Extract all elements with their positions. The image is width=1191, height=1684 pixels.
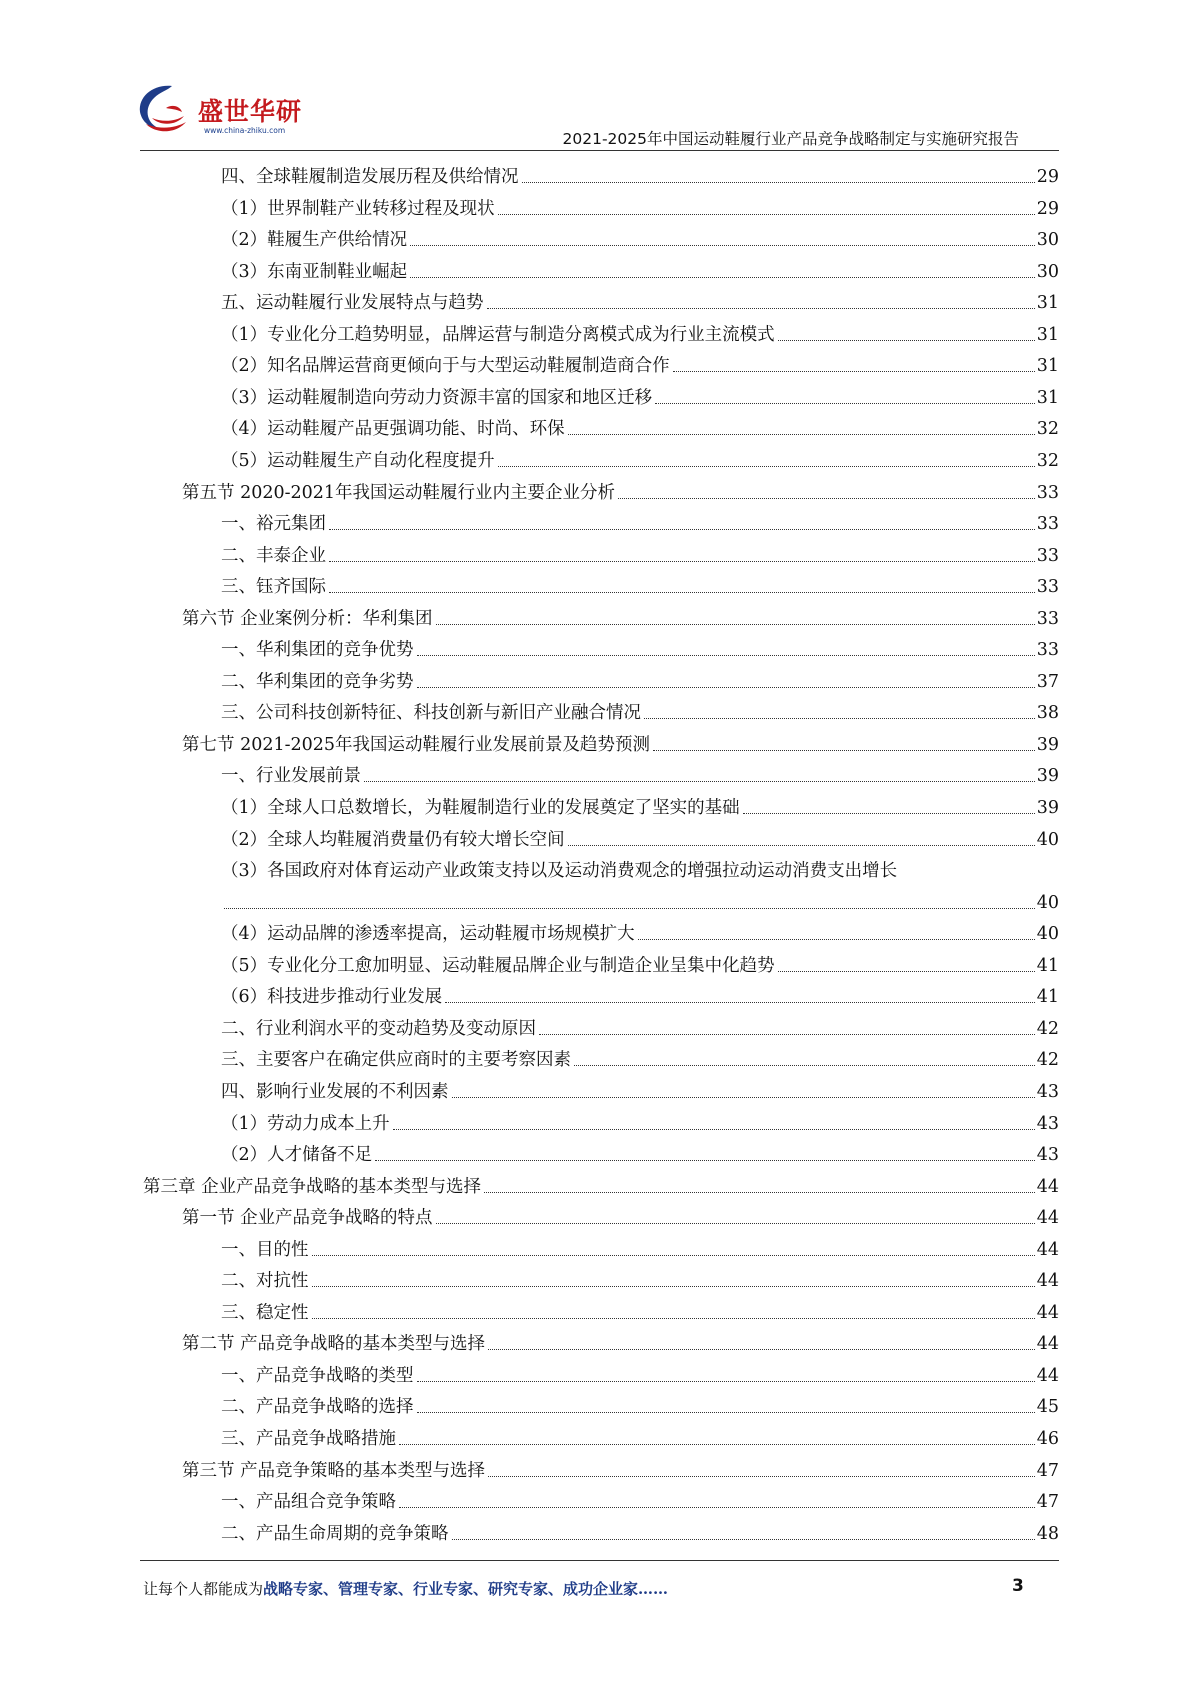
toc-entry[interactable] <box>221 194 1059 220</box>
toc-entry-page: 43 <box>1036 1145 1059 1166</box>
toc-leader-dots <box>498 466 1035 467</box>
toc-entry[interactable] <box>221 320 1059 346</box>
toc-leader-dots <box>778 340 1035 341</box>
toc-entry-title: 一、产品组合竞争策略 <box>221 1492 396 1513</box>
toc-entry[interactable] <box>221 288 1059 314</box>
toc-leader-dots <box>436 1223 1035 1224</box>
toc-entry-title: （1）专业化分工趋势明显，品牌运营与制造分离模式成为行业主流模式 <box>221 324 775 345</box>
toc-entry[interactable] <box>221 856 1059 882</box>
toc-entry[interactable] <box>221 951 1059 977</box>
toc-entry-page: 39 <box>1036 798 1059 818</box>
toc-entry-title: 四、影响行业发展的不利因素 <box>221 1081 449 1102</box>
toc-entry[interactable] <box>182 1456 1059 1482</box>
toc-entry-page: 41 <box>1036 987 1059 1008</box>
toc-leader-dots <box>445 1002 1035 1003</box>
toc-entry-title: 第一节 企业产品竞争战略的特点 <box>182 1208 433 1229</box>
toc-entry-title: 五、运动鞋履行业发展特点与趋势 <box>221 293 484 314</box>
toc-entry-title: （6）科技进步推动行业发展 <box>221 987 443 1008</box>
toc-leader-dots <box>410 245 1035 246</box>
toc-leader-dots <box>417 1381 1035 1382</box>
toc-leader-dots <box>329 529 1035 530</box>
toc-entry-title: 三、公司科技创新特征、科技创新与新旧产业融合情况 <box>221 703 641 724</box>
toc-leader-dots <box>644 718 1035 719</box>
toc-entry[interactable] <box>221 257 1059 283</box>
logo-name: 盛世华研 <box>198 97 303 126</box>
toc-entry-title: （5）专业化分工愈加明显、运动鞋履品牌企业与制造企业呈集中化趋势 <box>221 955 775 976</box>
toc-entry-page: 33 <box>1036 577 1059 598</box>
toc-entry-page: 29 <box>1036 167 1059 187</box>
toc-leader-dots <box>393 1129 1035 1130</box>
toc-entry-title: 三、钰齐国际 <box>221 577 326 598</box>
toc-leader-dots <box>487 308 1035 309</box>
toc-leader-dots <box>743 813 1035 814</box>
toc-leader-dots <box>417 1412 1035 1413</box>
toc-entry-page: 44 <box>1036 1365 1059 1386</box>
toc-entry-page: 39 <box>1036 766 1059 787</box>
toc-entry-page: 32 <box>1036 419 1059 440</box>
toc-entry[interactable] <box>221 1045 1059 1071</box>
toc-leader-dots <box>673 371 1035 372</box>
toc-entry[interactable] <box>221 1014 1059 1040</box>
toc-entry-page: 44 <box>1036 1239 1059 1260</box>
toc-entry[interactable] <box>221 383 1059 409</box>
toc-entry[interactable] <box>221 162 1059 188</box>
toc-entry-page: 31 <box>1036 356 1059 377</box>
toc-leader-dots <box>329 561 1035 562</box>
toc-entry-title: 一、产品竞争战略的类型 <box>221 1365 414 1386</box>
toc-entry-page: 33 <box>1036 514 1059 535</box>
toc-entry-page: 48 <box>1036 1523 1059 1544</box>
toc-entry[interactable] <box>143 1172 1059 1198</box>
toc-entry-title: （3）东南亚制鞋业崛起 <box>221 261 408 282</box>
toc-entry-title: 二、行业利润水平的变动趋势及变动原因 <box>221 1018 536 1039</box>
toc-entry-page: 42 <box>1036 1018 1059 1039</box>
toc-entry[interactable] <box>221 825 1059 851</box>
toc-entry-page: 47 <box>1036 1460 1059 1481</box>
toc-entry-title: （1）世界制鞋产业转移过程及现状 <box>221 198 495 219</box>
toc-leader-dots <box>539 1034 1035 1035</box>
toc-entry-page: 40 <box>1036 892 1059 913</box>
page-header <box>0 0 1191 150</box>
toc-entry[interactable] <box>221 1077 1059 1103</box>
toc-entry[interactable] <box>221 1266 1059 1292</box>
toc-entry[interactable] <box>182 730 1059 756</box>
toc-entry-title: （1）劳动力成本上升 <box>221 1113 390 1134</box>
toc-entry[interactable] <box>182 478 1059 504</box>
toc-entry[interactable] <box>221 446 1059 472</box>
toc-entry-page: 33 <box>1036 545 1059 566</box>
toc-entry-title: 第五节 2020-2021年我国运动鞋履行业内主要企业分析 <box>182 482 616 503</box>
toc-entry-title: 第七节 2021-2025年我国运动鞋履行业发展前景及趋势预测 <box>182 734 651 755</box>
toc-leader-dots <box>574 1065 1035 1066</box>
toc-entry-page: 31 <box>1036 387 1059 408</box>
toc-leader-dots <box>312 1318 1035 1319</box>
toc-entry-title: （2）知名品牌运营商更倾向于与大型运动鞋履制造商合作 <box>221 356 670 377</box>
toc-leader-dots <box>568 845 1035 846</box>
toc-entry[interactable] <box>221 1361 1059 1387</box>
toc-entry-title: （1）全球人口总数增长，为鞋履制造行业的发展奠定了坚实的基础 <box>221 798 740 818</box>
toc-entry-title: 一、华利集团的竞争优势 <box>221 640 414 661</box>
toc-entry-page: 37 <box>1036 671 1059 692</box>
toc-entry-page: 45 <box>1036 1397 1059 1418</box>
toc-leader-dots <box>399 1444 1035 1445</box>
toc-entry[interactable] <box>221 761 1059 787</box>
toc-entry[interactable] <box>182 1203 1059 1229</box>
toc-leader-dots <box>488 1476 1035 1477</box>
toc-leader-dots <box>488 1349 1035 1350</box>
toc-leader-dots <box>312 1286 1035 1287</box>
toc-leader-dots <box>452 1539 1035 1540</box>
toc-entry-page: 43 <box>1036 1081 1059 1102</box>
toc-leader-dots <box>618 498 1035 499</box>
toc-leader-dots <box>568 434 1035 435</box>
toc-leader-dots <box>498 214 1035 215</box>
toc-leader-dots <box>375 1160 1035 1161</box>
toc-leader-dots <box>399 1507 1035 1508</box>
footer-slogan-highlight: 战略专家、管理专家、行业专家、研究专家、成功企业家…… <box>263 1580 669 1598</box>
toc-entry[interactable] <box>221 698 1059 724</box>
toc-leader-dots <box>522 182 1035 183</box>
toc-entry-title: 第六节 企业案例分析：华利集团 <box>182 608 433 629</box>
toc-entry-title: 三、产品竞争战略措施 <box>221 1429 396 1449</box>
toc-entry-page: 43 <box>1036 1113 1059 1134</box>
footer-slogan <box>143 1578 668 1599</box>
toc-entry-title: 四、全球鞋履制造发展历程及供给情况 <box>221 167 519 187</box>
toc-entry-title: 二、丰泰企业 <box>221 545 326 566</box>
toc-leader-dots <box>653 750 1035 751</box>
footer-slogan-prefix: 让每个人都能成为 <box>143 1580 264 1598</box>
toc-entry[interactable] <box>221 1298 1059 1324</box>
toc-entry-page: 44 <box>1036 1271 1059 1292</box>
toc-leader-dots <box>417 687 1035 688</box>
toc-entry-page: 44 <box>1036 1208 1059 1229</box>
logo-url: www.china-zhiku.com <box>204 126 286 135</box>
toc-entry-title: 三、主要客户在确定供应商时的主要考察因素 <box>221 1050 571 1071</box>
toc-entry-page: 29 <box>1036 198 1059 219</box>
toc-leader-dots <box>484 1192 1035 1193</box>
toc-entry-page: 30 <box>1036 230 1059 251</box>
toc-entry-page: 44 <box>1036 1334 1059 1355</box>
toc-leader-dots <box>364 781 1035 782</box>
toc-entry[interactable] <box>221 1519 1059 1545</box>
toc-leader-dots <box>655 403 1035 404</box>
toc-entry[interactable] <box>182 1329 1059 1355</box>
toc-leader-dots <box>224 908 1035 909</box>
toc-leader-dots <box>417 655 1035 656</box>
toc-leader-dots <box>452 1097 1035 1098</box>
toc-entry-page: 39 <box>1036 734 1059 755</box>
toc-entry-title: 三、稳定性 <box>221 1302 309 1323</box>
toc-entry-title: （3）各国政府对体育运动产业政策支持以及运动消费观念的增强拉动运动消费支出增长 <box>221 861 898 882</box>
toc-entry-title: 第三章 企业产品竞争战略的基本类型与选择 <box>143 1176 482 1197</box>
footer-divider <box>140 1560 1059 1561</box>
toc-entry-title: （2）人才储备不足 <box>221 1145 373 1166</box>
toc-entry-title: 一、行业发展前景 <box>221 766 361 787</box>
toc-entry-page: 38 <box>1036 703 1059 724</box>
toc-entry[interactable] <box>221 982 1059 1008</box>
toc-entry-title: 第三节 产品竞争策略的基本类型与选择 <box>182 1460 486 1481</box>
toc-entry-page: 44 <box>1036 1176 1059 1197</box>
toc-entry-title: （5）运动鞋履生产自动化程度提升 <box>221 450 495 471</box>
toc-entry-title: 一、目的性 <box>221 1239 309 1260</box>
logo-swoosh-icon <box>132 78 194 140</box>
toc-entry-page: 40 <box>1036 829 1059 850</box>
company-logo <box>140 86 320 148</box>
toc-entry-title: （4）运动鞋履产品更强调功能、时尚、环保 <box>221 419 565 440</box>
toc-leader-dots <box>778 971 1035 972</box>
toc-entry[interactable] <box>221 351 1059 377</box>
toc-entry-page: 31 <box>1036 324 1059 345</box>
toc-leader-dots <box>638 939 1035 940</box>
page-number: 3 <box>1012 1576 1024 1596</box>
toc-entry[interactable] <box>221 1392 1059 1418</box>
toc-entry-title: 二、产品生命周期的竞争策略 <box>221 1523 449 1544</box>
toc-entry[interactable] <box>182 604 1059 630</box>
toc-entry[interactable] <box>221 635 1059 661</box>
toc-entry-page: 47 <box>1036 1492 1059 1513</box>
toc-entry-page: 33 <box>1036 608 1059 629</box>
toc-entry-page: 40 <box>1036 924 1059 945</box>
toc-entry[interactable] <box>221 667 1059 693</box>
toc-entry-page: 30 <box>1036 261 1059 282</box>
toc-entry[interactable] <box>221 509 1059 535</box>
toc-entry-title: 一、裕元集团 <box>221 514 326 535</box>
header-divider <box>140 150 1059 151</box>
toc-entry[interactable] <box>221 919 1059 945</box>
toc-entry-title: 第二节 产品竞争战略的基本类型与选择 <box>182 1334 486 1355</box>
toc-entry-title: （4）运动品牌的渗透率提高，运动鞋履市场规模扩大 <box>221 924 635 945</box>
toc-leader-dots <box>436 624 1035 625</box>
toc-entry[interactable] <box>221 793 1059 819</box>
toc-entry-title: 二、对抗性 <box>221 1271 309 1292</box>
toc-entry-title: （2）鞋履生产供给情况 <box>221 230 408 251</box>
report-title: 2021-2025年中国运动鞋履行业产品竞争战略制定与实施研究报告 <box>562 130 1019 148</box>
toc-entry[interactable] <box>221 1424 1059 1450</box>
toc-entry-page: 41 <box>1036 955 1059 976</box>
toc-entry-page: 46 <box>1036 1429 1059 1449</box>
toc-leader-dots <box>329 592 1035 593</box>
toc-entry[interactable] <box>221 572 1059 598</box>
toc-entry-title: 二、产品竞争战略的选择 <box>221 1397 414 1418</box>
toc-entry-title: （2）全球人均鞋履消费量仍有较大增长空间 <box>221 829 565 850</box>
toc-entry-title: 二、华利集团的竞争劣势 <box>221 671 414 692</box>
toc-entry-page: 44 <box>1036 1302 1059 1323</box>
toc-entry[interactable] <box>221 1109 1059 1135</box>
toc-entry[interactable] <box>221 414 1059 440</box>
toc-entry-continuation[interactable] <box>221 888 1059 914</box>
toc-entry[interactable] <box>221 1140 1059 1166</box>
toc-entry[interactable] <box>221 1487 1059 1513</box>
toc-leader-dots <box>312 1255 1035 1256</box>
toc-entry-page: 42 <box>1036 1050 1059 1071</box>
toc-entry-page: 33 <box>1036 482 1059 503</box>
toc-entry[interactable] <box>221 541 1059 567</box>
toc-leader-dots <box>410 277 1035 278</box>
toc-entry-page: 33 <box>1036 640 1059 661</box>
toc-entry[interactable] <box>221 1235 1059 1261</box>
toc-entry-page: 32 <box>1036 450 1059 471</box>
toc-entry-page: 31 <box>1036 293 1059 314</box>
toc-entry-title: （3）运动鞋履制造向劳动力资源丰富的国家和地区迁移 <box>221 387 653 408</box>
toc-entry[interactable] <box>221 225 1059 251</box>
